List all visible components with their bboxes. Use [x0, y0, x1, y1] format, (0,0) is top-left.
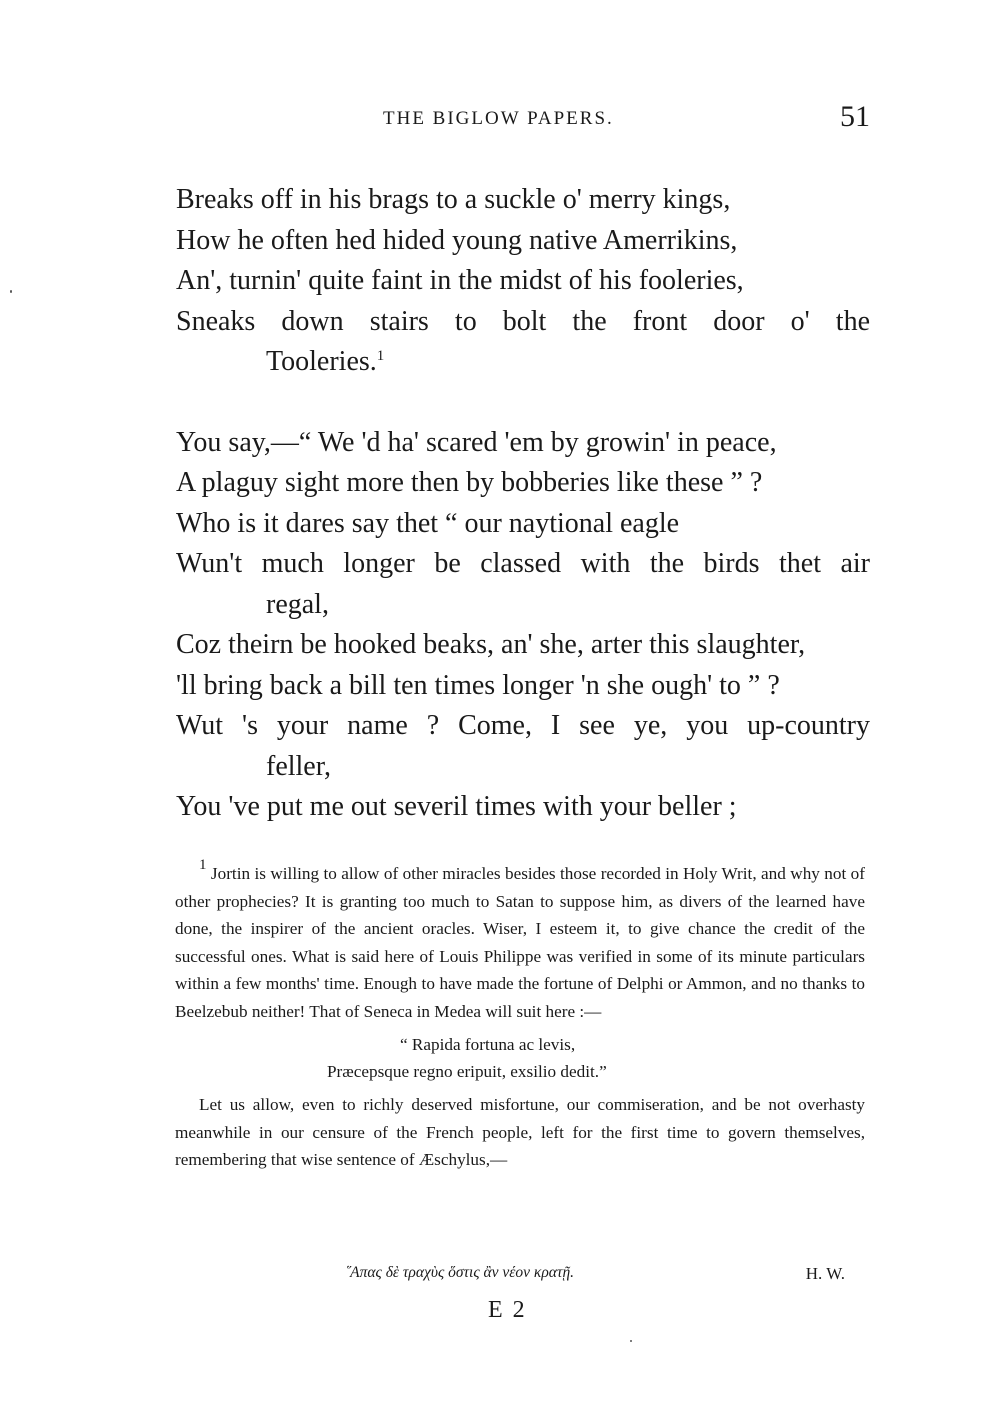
- greek-quotation: ῞Απας δὲ τραχὺς ὅστις ἂν νέον κρατῇ.: [345, 1264, 575, 1281]
- footnote-paragraph: Let us allow, even to richly deserved misfortune, our commiseration, and be not overhasty meanwhile in our censure of the French people, left for the first time to govern themselves, remembering that wise sentence of Æschylus,—: [175, 1095, 865, 1169]
- footnote-reference: 1: [376, 348, 385, 364]
- verse-line: Coz theirn be hooked beaks, an' she, arter this slaughter,: [176, 629, 806, 660]
- verse-line: How he often hed hided young native Amerrikins,: [176, 224, 738, 256]
- verse-block: [176, 180, 870, 828]
- margin-speck: [630, 1340, 632, 1342]
- verse-line: You 've put me out severil times with your beller ;: [176, 791, 737, 822]
- verse-line: feller,: [266, 750, 331, 782]
- verse-line: [176, 342, 870, 383]
- footnote-marker: 1: [199, 857, 207, 873]
- running-title: THE BIGLOW PAPERS.: [383, 108, 614, 129]
- footnote-text: Jortin is willing to allow of other miracles besides those recorded in Holy Writ, and why not of other prophecies? It is granting too much to Satan to suppose him, as divers of the learned have done, the inspirer of the ancient oracles. Wiser, I esteem it, to give chance the credit of the successful ones. What is said here of Louis Philippe was verified in some of its minute particulars within a few months' time. Enough to have made the fortune of Delphi or Ammon, and no thanks to Beelzebub neither! That of Seneca in Medea will suit here :—: [175, 864, 865, 1021]
- verse-line-text: Tooleries.: [266, 346, 377, 377]
- stanza-break: [176, 383, 870, 423]
- author-initials: H. W.: [805, 1264, 845, 1283]
- quote-line: “ Rapida fortuna ac levis,: [400, 1035, 576, 1054]
- verse-line: regal,: [266, 588, 329, 620]
- verse-line: A plaguy sight more then by bobberies like these ” ?: [176, 467, 763, 498]
- verse-line: You say,—“ We 'd ha' scared 'em by growin' in peace,: [176, 426, 777, 458]
- latin-quotation: [175, 1031, 865, 1085]
- footnote-paragraph: [175, 857, 865, 1025]
- verse-line: Breaks off in his brags to a suckle o' merry kings,: [176, 184, 731, 215]
- greek-quotation-row: [345, 1264, 845, 1284]
- footnote-block: [175, 857, 865, 1174]
- quote-line: Præcepsque regno eripuit, exsilio dedit.”: [327, 1062, 607, 1081]
- verse-line: An', turnin' quite faint in the midst of his fooleries,: [176, 265, 744, 296]
- verse-line: Sneaks down stairs to bolt the front door o' the: [176, 305, 870, 337]
- verse-line: Wut 's your name ? Come, I see ye, you up-country: [176, 710, 870, 741]
- verse-line: 'll bring back a bill ten times longer 'n she ough' to ” ?: [176, 669, 780, 701]
- verse-line: Who is it dares say thet “ our naytional eagle: [176, 507, 680, 539]
- signature-mark: E 2: [488, 1297, 527, 1323]
- page-number: 51: [840, 100, 870, 133]
- margin-speck: [10, 290, 12, 293]
- verse-line: Wun't much longer be classed with the birds thet air: [176, 548, 870, 579]
